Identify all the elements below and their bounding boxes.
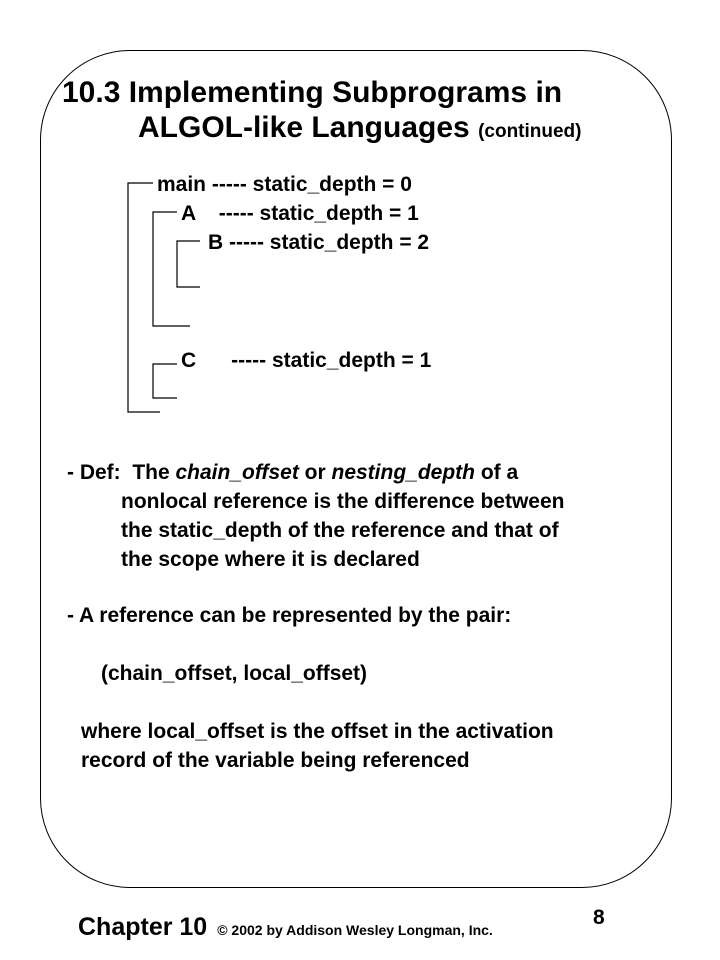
tree-node-b: B ----- static_depth = 2 <box>208 231 430 254</box>
bracket-c <box>153 364 177 398</box>
slide-title-suffix: (continued) <box>478 121 582 142</box>
tree-node-main: main ----- static_depth = 0 <box>157 173 412 196</box>
def-line2: nonlocal reference is the difference between <box>121 490 565 513</box>
def-rest1: of a <box>475 461 519 484</box>
tree-node-a: A ----- static_depth = 1 <box>181 202 419 225</box>
footer-copyright: © 2002 by Addison Wesley Longman, Inc. <box>217 922 493 938</box>
reference-pair: (chain_offset, local_offset) <box>101 662 368 685</box>
def-prefix: - Def: The <box>67 461 176 484</box>
slide-title-main: ALGOL-like Languages <box>138 111 470 144</box>
def-or: or <box>298 461 332 484</box>
bracket-main <box>128 183 160 412</box>
def-line1 <box>67 462 518 483</box>
page-number: 8 <box>593 906 605 929</box>
bracket-a <box>153 212 190 326</box>
reference-line1: - A reference can be represented by the pair: <box>67 604 512 627</box>
footer-chapter <box>78 915 493 940</box>
def-term-nesting-depth: nesting_depth <box>331 461 476 484</box>
bracket-b <box>177 241 200 287</box>
footer-chapter-label: Chapter 10 <box>78 913 208 941</box>
reference-where-line1: where local_offset is the offset in the activation <box>81 720 554 743</box>
tree-node-c: C ----- static_depth = 1 <box>181 349 432 372</box>
slide-title-line1: 10.3 Implementing Subprograms in <box>62 76 563 109</box>
def-term-chain-offset: chain_offset <box>175 461 299 484</box>
def-line3: the static_depth of the reference and that of <box>121 519 559 542</box>
def-line4: the scope where it is declared <box>121 548 420 571</box>
reference-where-line2: record of the variable being referenced <box>81 749 470 772</box>
